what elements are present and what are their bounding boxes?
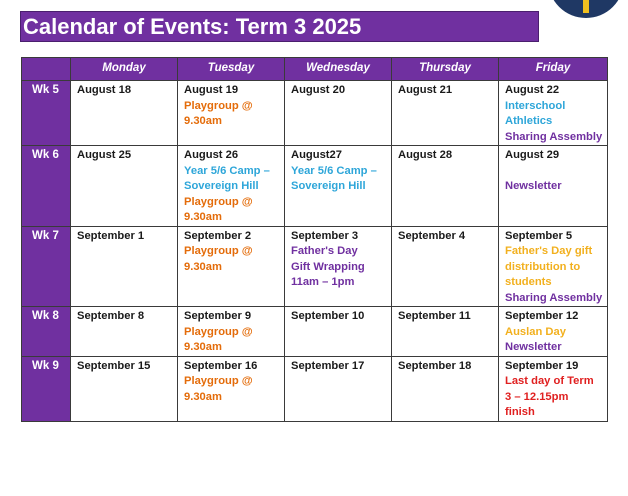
header-row	[22, 58, 608, 81]
crest-mark	[583, 0, 589, 13]
day-cell	[392, 146, 499, 227]
event-text: 9.30am	[184, 211, 222, 223]
week-label: Wk 7	[22, 226, 71, 307]
day-cell	[71, 226, 178, 307]
day-cell	[499, 226, 608, 307]
event-text: Playgroup @	[184, 195, 253, 208]
date-label: August 20	[291, 84, 346, 96]
event-text: Playgroup @	[184, 245, 253, 257]
date-label: September 17	[291, 359, 365, 372]
event-text: Year 5/6 Camp –	[291, 164, 377, 177]
table-row	[22, 307, 608, 357]
event-text: Father's Day	[291, 245, 358, 257]
event-text: 9.30am	[184, 390, 222, 403]
event-text: 11am – 1pm	[291, 276, 355, 288]
date-label: August27	[291, 149, 342, 161]
day-cell	[178, 226, 285, 307]
day-cell	[392, 226, 499, 307]
day-cell	[178, 307, 285, 357]
day-cell	[392, 356, 499, 421]
week-label: Wk 8	[22, 307, 71, 357]
date-label: September 2	[184, 229, 252, 242]
date-label: September 4	[398, 229, 466, 242]
event-text: Newsletter	[505, 341, 562, 353]
event-text: Interschool	[505, 99, 566, 112]
event-text: Year 5/6 Camp –	[184, 164, 270, 177]
event-text: students	[505, 276, 552, 288]
table-row	[22, 146, 608, 227]
date-label: September 19	[505, 359, 579, 372]
event-text: 9.30am	[184, 260, 222, 273]
table-row	[22, 81, 608, 146]
event-text: Playgroup @	[184, 375, 253, 387]
date-label: September 11	[398, 310, 471, 322]
day-cell	[392, 307, 499, 357]
date-label: August 28	[398, 149, 453, 161]
event-text: distribution to	[505, 260, 581, 273]
event-text: Sovereign Hill	[291, 180, 366, 192]
event-text: Athletics	[505, 115, 553, 127]
date-label: September 8	[77, 310, 145, 322]
day-cell	[499, 81, 608, 146]
event-text: Auslan Day	[505, 325, 566, 338]
date-label: September 3	[291, 229, 359, 242]
week-label: Wk 9	[22, 356, 71, 421]
date-label: August 25	[77, 149, 132, 161]
day-cell	[178, 356, 285, 421]
day-cell	[285, 356, 392, 421]
day-cell	[178, 81, 285, 146]
date-label: August 22	[505, 84, 560, 96]
day-header-monday: Monday	[71, 58, 178, 81]
day-cell	[499, 356, 608, 421]
date-label: September 1	[77, 229, 145, 242]
day-cell	[285, 81, 392, 146]
date-label: August 26	[184, 149, 239, 161]
event-text: Playgroup @	[184, 325, 253, 338]
event-text: Gift Wrapping	[291, 260, 365, 273]
event-text: 9.30am	[184, 115, 222, 127]
day-cell	[178, 146, 285, 227]
date-label: September 10	[291, 310, 365, 322]
date-label: August 18	[77, 84, 132, 96]
date-label: September 5	[505, 229, 573, 242]
date-label: September 12	[505, 310, 579, 322]
day-cell	[71, 356, 178, 421]
day-cell	[71, 81, 178, 146]
date-label: September 15	[77, 359, 151, 372]
day-cell	[499, 307, 608, 357]
day-cell	[392, 81, 499, 146]
date-label: September 18	[398, 359, 472, 372]
event-text: Sovereign Hill	[184, 180, 259, 192]
event-text: Newsletter	[505, 179, 562, 192]
page-title: Calendar of Events: Term 3 2025	[20, 11, 539, 42]
corner-cell	[22, 58, 71, 81]
date-label: August 29	[505, 149, 560, 161]
date-label: August 21	[398, 84, 453, 96]
day-cell	[285, 146, 392, 227]
day-cell	[71, 146, 178, 227]
day-cell	[71, 307, 178, 357]
table-row	[22, 356, 608, 421]
event-text: 3 – 12.15pm	[505, 390, 569, 403]
day-header-thursday: Thursday	[392, 58, 499, 81]
date-label: September 9	[184, 310, 252, 322]
day-header-wednesday: Wednesday	[285, 58, 392, 81]
week-label: Wk 6	[22, 146, 71, 227]
date-label: August 19	[184, 84, 239, 96]
school-crest-icon	[548, 0, 624, 18]
week-label: Wk 5	[22, 81, 71, 146]
table-row	[22, 226, 608, 307]
events-calendar-table	[21, 57, 608, 422]
event-text: Sharing Assembly	[505, 291, 603, 304]
day-cell	[499, 146, 608, 227]
event-text: Sharing Assembly	[505, 130, 603, 143]
day-cell	[285, 226, 392, 307]
spacer	[505, 164, 607, 179]
day-header-tuesday: Tuesday	[178, 58, 285, 81]
date-label: September 16	[184, 359, 258, 372]
event-text: Playgroup @	[184, 99, 253, 112]
event-text: 9.30am	[184, 341, 222, 353]
day-cell	[285, 307, 392, 357]
event-text: Last day of Term	[505, 375, 594, 387]
event-text: Father's Day gift	[505, 245, 593, 257]
day-header-friday: Friday	[499, 58, 608, 81]
event-text: finish	[505, 406, 535, 418]
